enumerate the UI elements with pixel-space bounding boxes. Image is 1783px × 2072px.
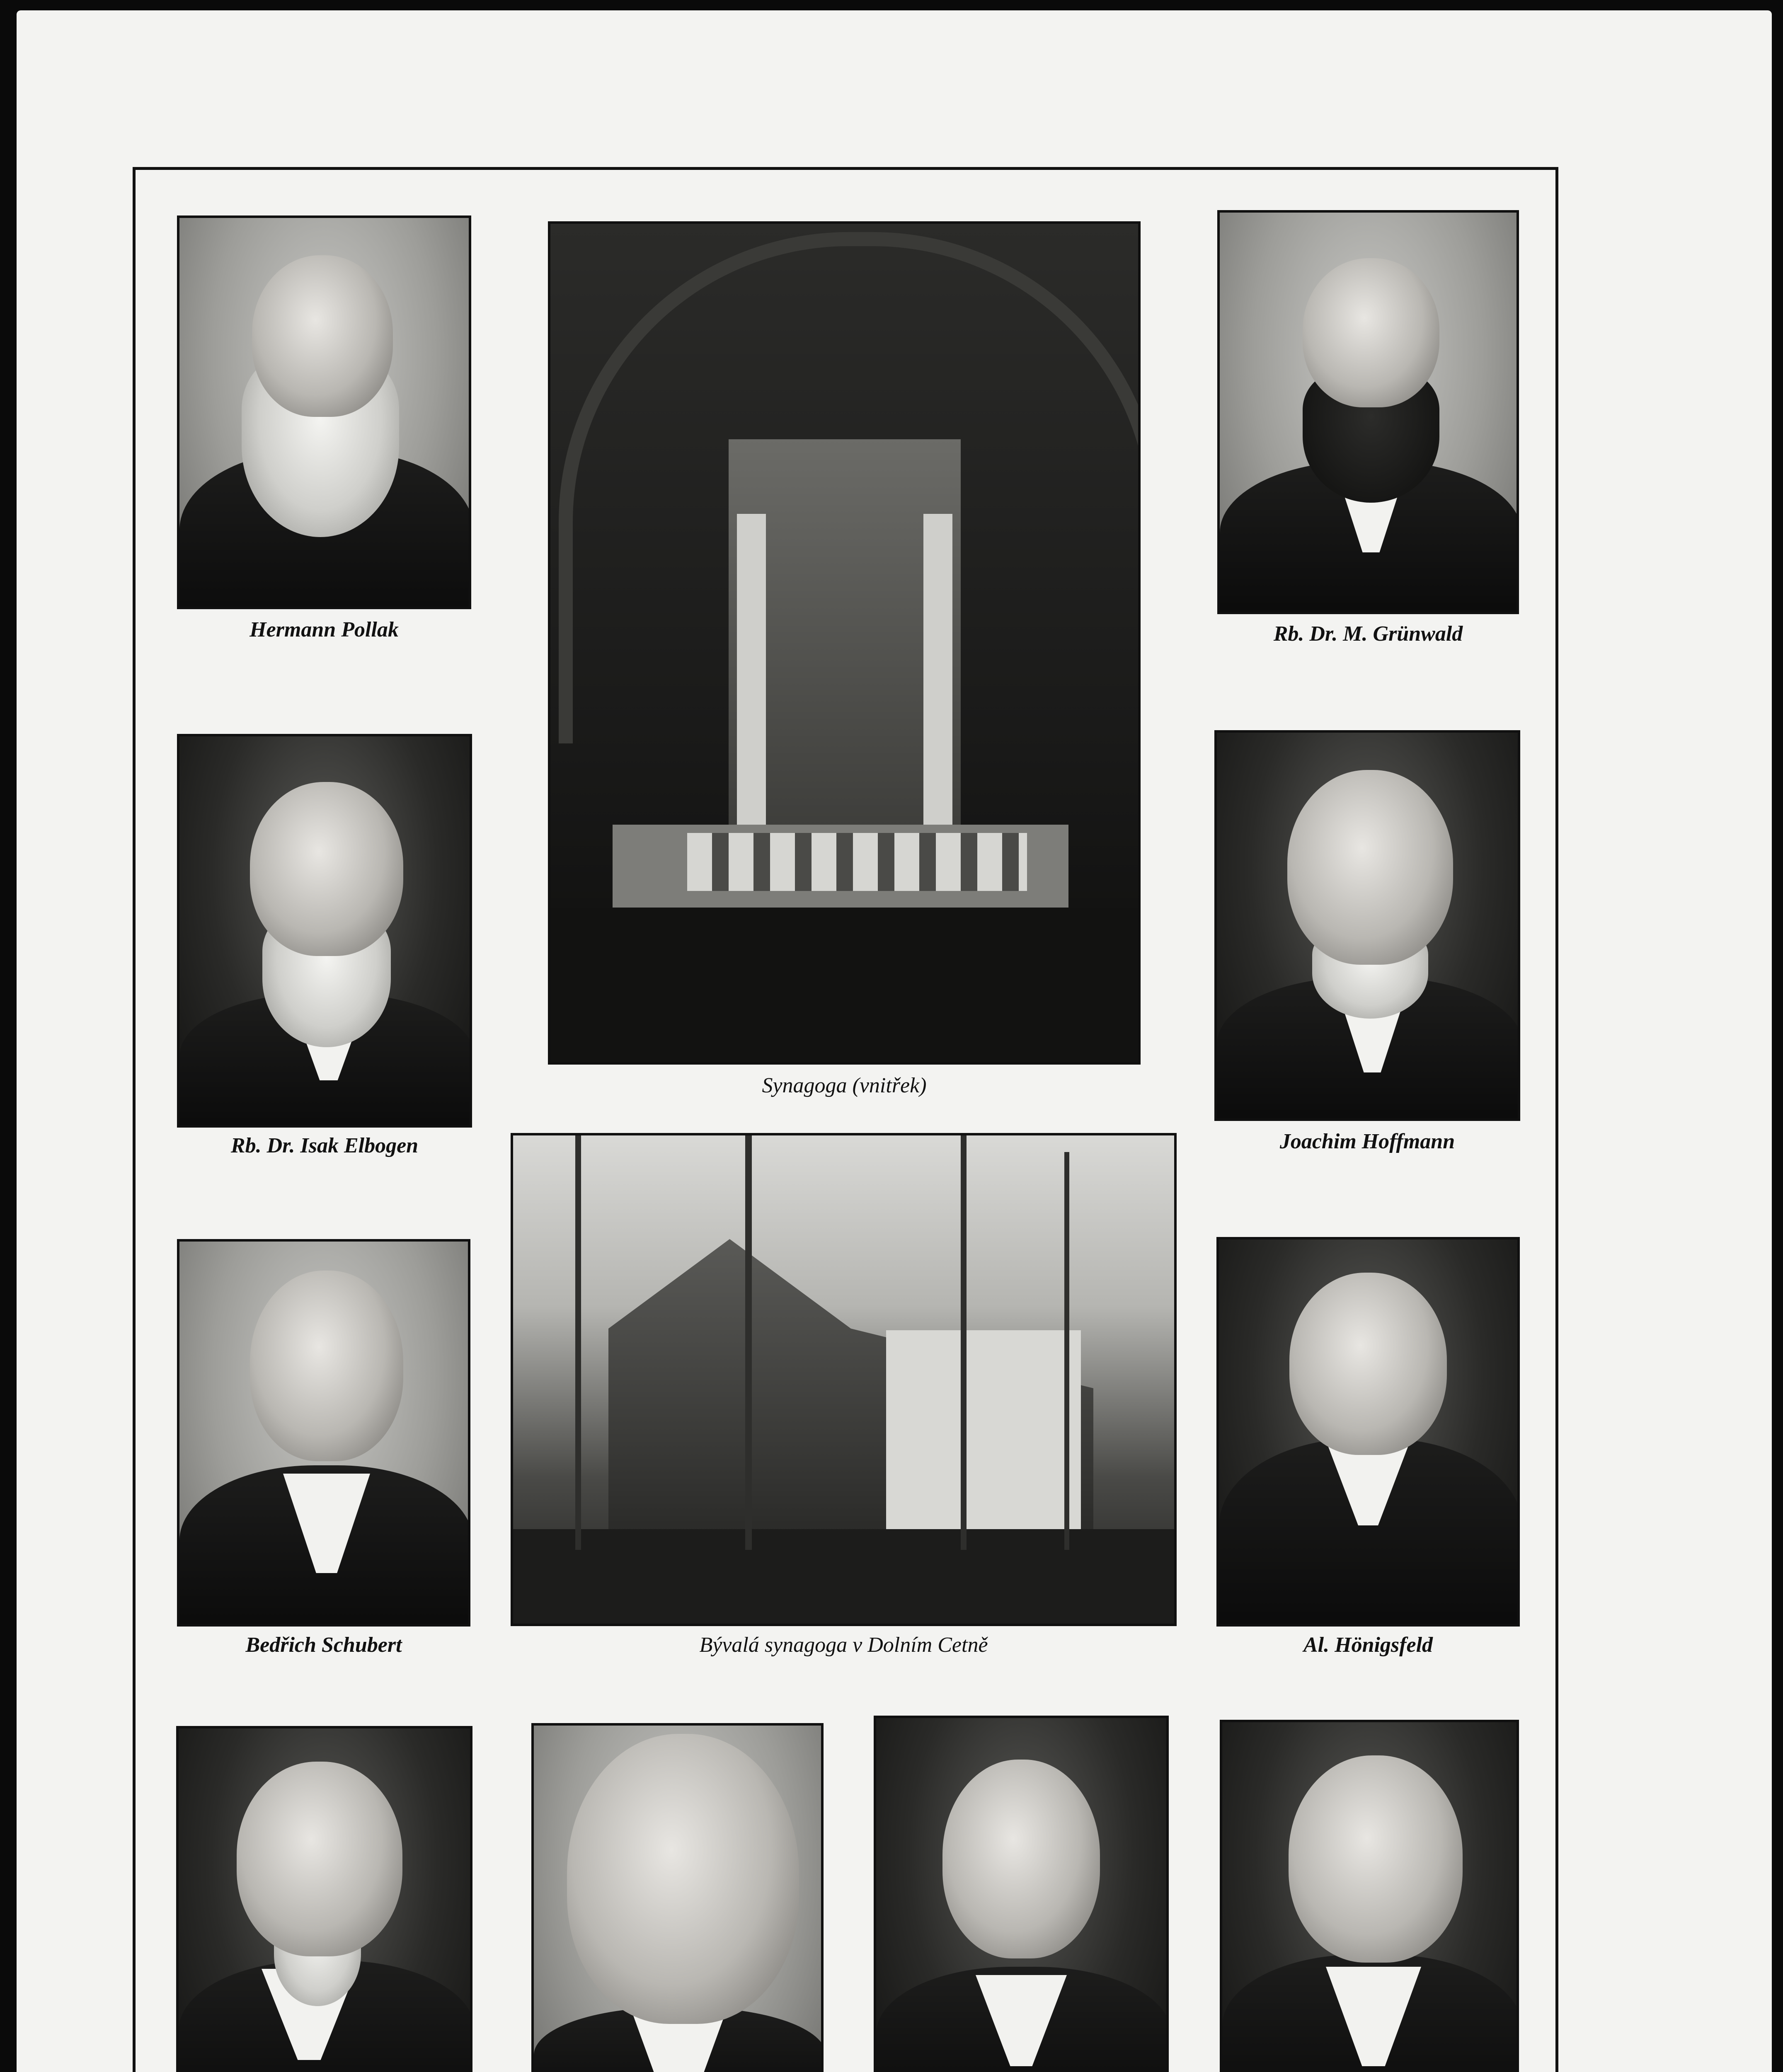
portrait-al-honigsfeld <box>1216 1237 1520 1627</box>
portrait-m-grunwald <box>1217 210 1519 614</box>
caption-m-grunwald: Rb. Dr. M. Grünwald <box>1273 622 1463 646</box>
photo-former-synagogue-dolni-cetno <box>511 1133 1177 1626</box>
caption-isak-elbogen: Rb. Dr. Isak Elbogen <box>230 1134 419 1157</box>
portrait-adolf-oplatka <box>1220 1720 1519 2072</box>
portrait-hermann-pollak <box>177 215 471 609</box>
page <box>17 10 1772 2072</box>
caption-al-honigsfeld: Al. Hönigsfeld <box>1303 1633 1433 1657</box>
portrait-bedrich-schubert <box>177 1239 470 1627</box>
portrait-moric-weigner <box>176 1726 472 2072</box>
caption-bedrich-schubert: Bedřich Schubert <box>245 1633 402 1657</box>
portrait-leopold-stein <box>531 1723 824 2072</box>
photo-synagogue-interior <box>548 221 1141 1065</box>
portrait-joachim-hoffmann <box>1214 730 1520 1121</box>
caption-hermann-pollak: Hermann Pollak <box>250 618 399 641</box>
caption-synagogue-interior: Synagoga (vnitřek) <box>762 1074 927 1097</box>
portrait-a-e-goldmann <box>874 1716 1169 2072</box>
caption-former-synagogue-dolni-cetno: Bývalá synagoga v Dolním Cetně <box>699 1633 988 1657</box>
caption-joachim-hoffmann: Joachim Hoffmann <box>1279 1130 1455 1153</box>
portrait-isak-elbogen <box>177 734 472 1128</box>
